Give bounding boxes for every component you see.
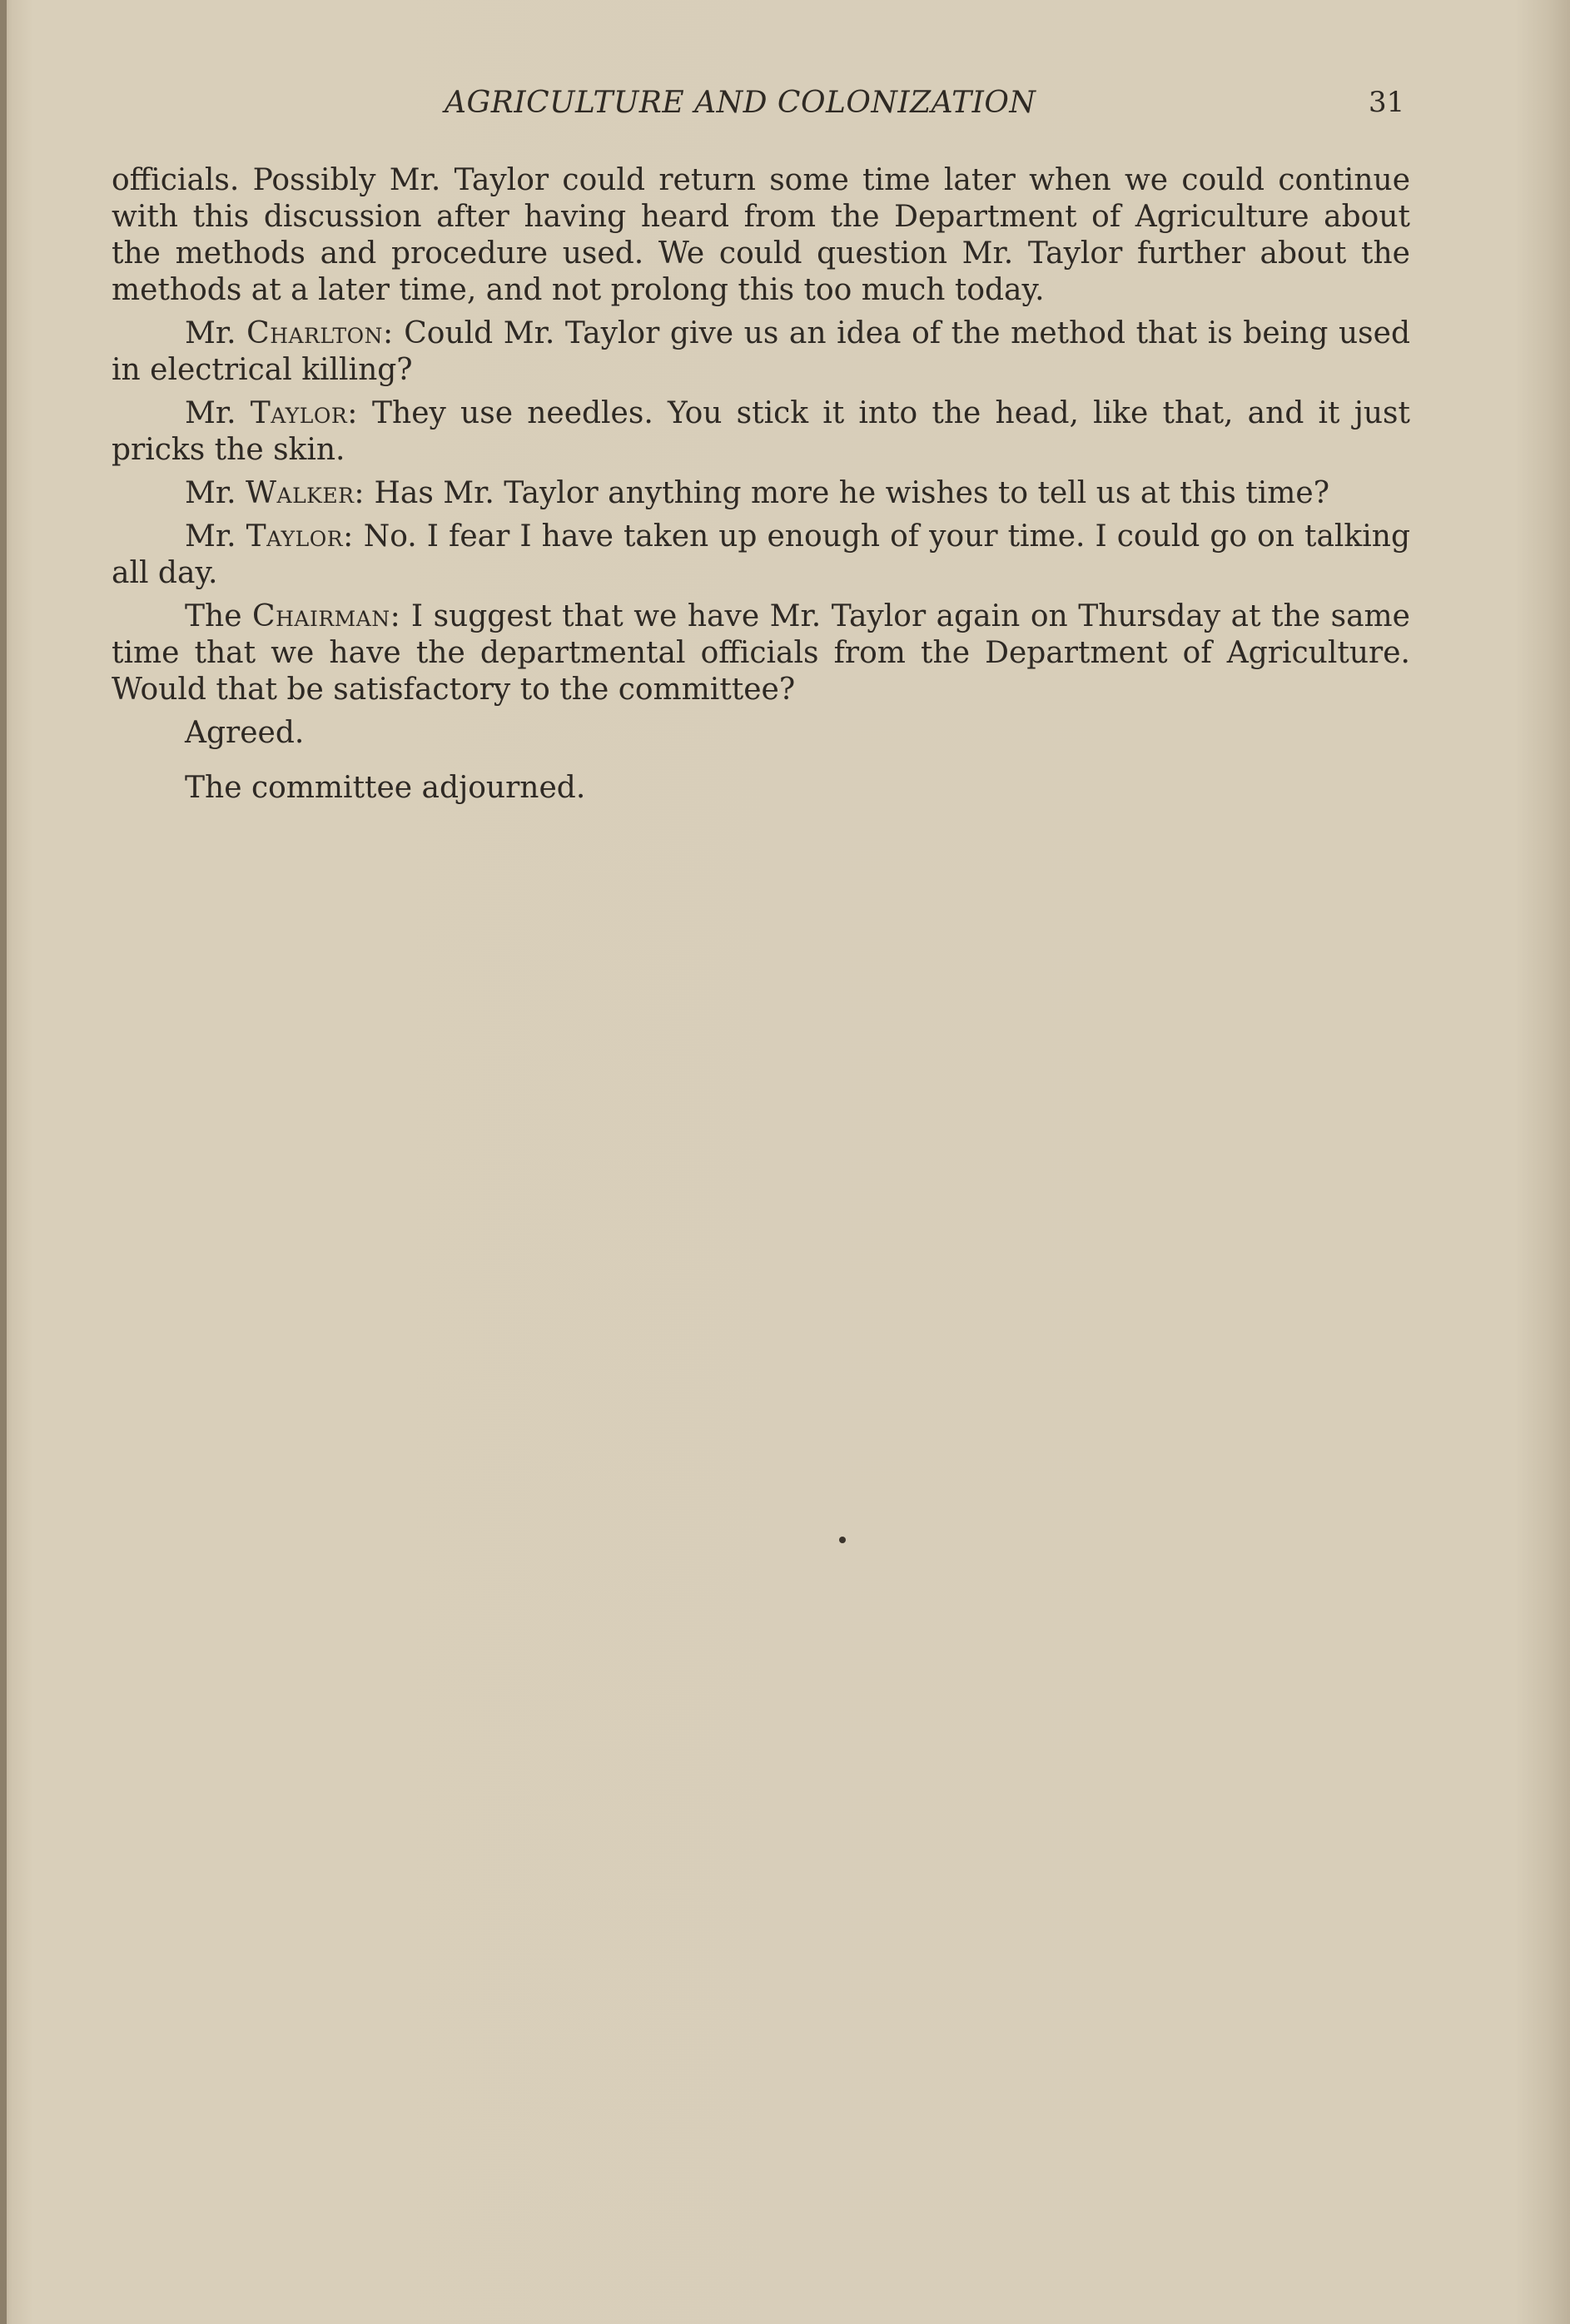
speaker-name: Charlton: [246, 316, 394, 350]
speaker-title: Mr. [185, 396, 236, 430]
paper-speck [839, 1537, 846, 1543]
book-spine-shadow [0, 0, 7, 2324]
transcript-body [112, 162, 1410, 813]
paragraph-text: The committee adjourned. [185, 771, 586, 805]
paragraph-text: They use needles. You stick it into the head, like that, and it just pricks the skin. [112, 396, 1410, 467]
speaker-name: Walker: [246, 476, 365, 510]
speaker-name: Taylor: [250, 396, 358, 430]
paragraph-text: I suggest that we have Mr. Taylor again on Thursday at the same time that we have the departmental officials from the Department of Agriculture. Would that be satisfactory to the committee? [112, 599, 1410, 707]
speaker-title: Mr. [185, 519, 236, 554]
paragraph-agreed [112, 715, 1410, 752]
paragraph-text: officials. Possibly Mr. Taylor could return some time later when we could continue with this discussion after having heard from the Department of Agriculture about the methods and procedure used. We could question Mr. Taylor further about the methods at a later time, and not prolong this too much today. [112, 163, 1410, 307]
paragraph-walker-question [112, 475, 1410, 512]
page-number: 31 [1369, 86, 1405, 119]
paragraph-text: Has Mr. Taylor anything more he wishes to tell us at this time? [374, 476, 1329, 510]
speaker-title: Mr. [185, 316, 236, 350]
running-head [0, 86, 1570, 126]
speaker-name: Taylor: [246, 519, 354, 554]
speaker-name: Chairman: [252, 599, 401, 633]
paragraph-text: Could Mr. Taylor give us an idea of the method that is being used in electrical killing? [112, 316, 1410, 387]
paragraph-taylor-answer [112, 395, 1410, 469]
speaker-title: The [185, 599, 242, 633]
running-title: AGRICULTURE AND COLONIZATION [445, 86, 1036, 120]
paragraph-chairman-suggestion [112, 598, 1410, 708]
speaker-title: Mr. [185, 476, 236, 510]
paragraph-text: Agreed. [185, 716, 305, 750]
paragraph-text: No. I fear I have taken up enough of your time. I could go on talking all day. [112, 519, 1410, 590]
paragraph-adjourned [112, 770, 1410, 807]
paragraph-taylor-reply [112, 519, 1410, 592]
paragraph-charlton-question [112, 315, 1410, 389]
paragraph-continuation [112, 162, 1410, 309]
